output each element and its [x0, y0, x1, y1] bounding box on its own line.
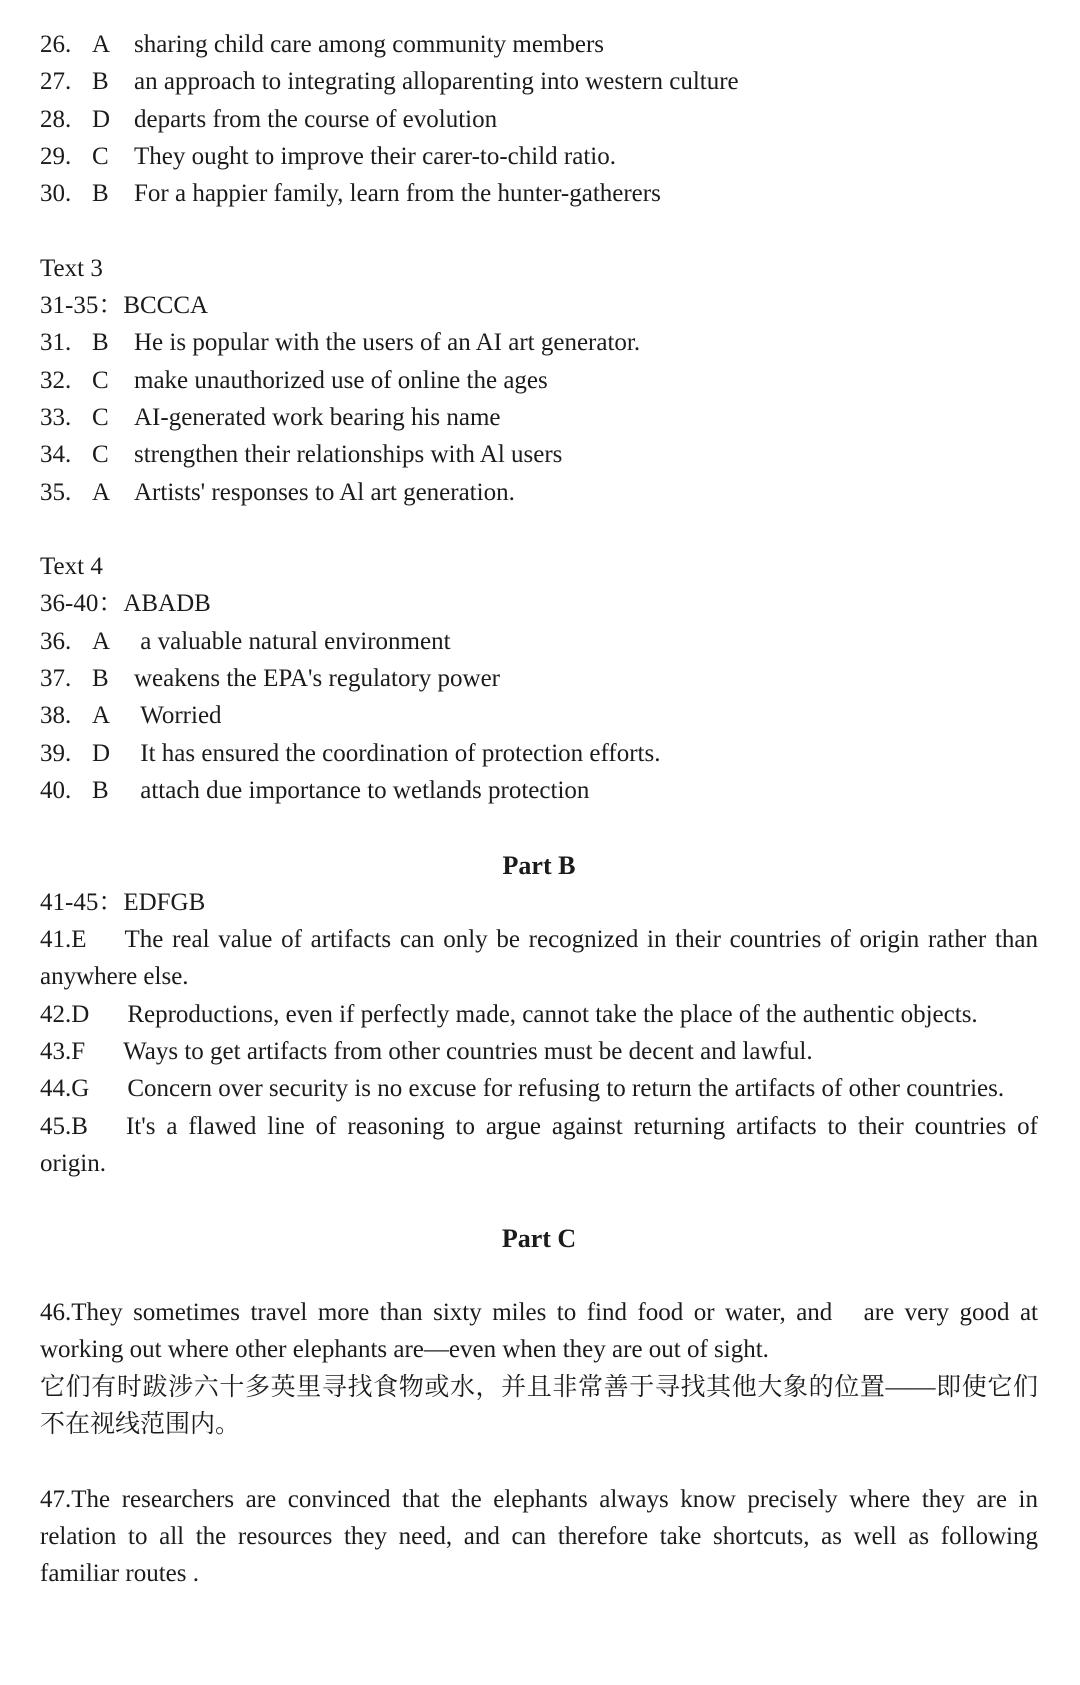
answer-number: 36. — [40, 627, 72, 655]
answer-text: They ought to improve their carer-to-child ratio. — [134, 142, 616, 170]
answer-row — [40, 26, 1038, 63]
answer-text: Ways to get artifacts from other countries must be decent and lawful. — [123, 1038, 813, 1066]
answer-text: attach due importance to wetlands protection — [134, 776, 590, 804]
answer-row — [40, 324, 1038, 361]
answer-letter: C — [92, 366, 109, 394]
answer-text: weakens the EPA's regulatory power — [134, 665, 500, 693]
answer-row — [40, 63, 1038, 100]
answer-letter: B — [92, 68, 109, 96]
answer-number: 41.E — [40, 926, 87, 954]
answer-row — [40, 735, 1038, 772]
answer-number: 39. — [40, 739, 72, 767]
answer-row — [40, 436, 1038, 473]
answer-number: 35. — [40, 478, 72, 506]
answer-text: Concern over security is no excuse for refusing to return the artifacts of other countries. — [127, 1075, 1005, 1103]
part-b-answer — [40, 996, 1038, 1033]
answer-text: make unauthorized use of online the ages — [134, 366, 548, 394]
answer-text: a valuable natural environment — [134, 627, 451, 655]
answer-letter: C — [92, 441, 109, 469]
answer-number: 43.F — [40, 1038, 86, 1066]
answer-number: 38. — [40, 702, 72, 730]
answer-number: 44.G — [40, 1075, 90, 1103]
answer-number: 27. — [40, 68, 72, 96]
answers-26-30-block — [40, 26, 1038, 212]
answer-letter: A — [92, 702, 111, 730]
answer-number: 37. — [40, 665, 72, 693]
answer-row — [40, 697, 1038, 734]
answer-number: 26. — [40, 31, 72, 58]
translation-item-46 — [40, 1294, 1038, 1443]
answer-letter: C — [92, 142, 109, 170]
answer-text: departs from the course of evolution — [134, 105, 498, 133]
answer-text: It has ensured the coordination of protection efforts. — [134, 739, 661, 767]
part-b-answer — [40, 1070, 1038, 1107]
translation-english: 47.The researchers are convinced that the elephants always know precisely where they are in relation to all the resources they need, and can therefore take shortcuts, as well as following familiar routes . — [40, 1485, 1038, 1588]
answer-text: For a happier family, learn from the hunter-gatherers — [134, 180, 661, 208]
answer-letter: A — [92, 31, 111, 58]
answer-number: 32. — [40, 366, 72, 394]
answer-number: 30. — [40, 180, 72, 208]
answer-letter: B — [92, 776, 109, 804]
answer-number: 34. — [40, 441, 72, 469]
part-b-answer — [40, 1108, 1038, 1183]
answer-row — [40, 138, 1038, 175]
answer-row — [40, 772, 1038, 809]
answer-row — [40, 101, 1038, 138]
answer-number: 31. — [40, 329, 72, 357]
translation-chinese: 它们有时跋涉六十多英里寻找食物或水，并且非常善于寻找其他大象的位置——即使它们不在视线范围内。 — [40, 1373, 1038, 1438]
answer-row — [40, 399, 1038, 436]
text3-heading: Text 3 — [40, 254, 103, 282]
answer-letter: B — [92, 665, 109, 693]
answer-letter: B — [92, 329, 109, 357]
answer-text: Artists' responses to Al art generation. — [134, 478, 515, 506]
answer-letter: A — [92, 627, 111, 655]
answer-row — [40, 175, 1038, 212]
text4-section — [40, 548, 1038, 809]
answer-text: AI-generated work bearing his name — [134, 403, 501, 431]
answer-text: Worried — [134, 702, 222, 730]
translation-english: 46.They sometimes travel more than sixty miles to find food or water, and are very good at working out where other elephants are—even when they are out of sight. — [40, 1299, 1038, 1364]
answer-text: He is popular with the users of an AI art generator. — [134, 329, 641, 357]
answer-letter: C — [92, 403, 109, 431]
translation-item-47 — [40, 1481, 1038, 1593]
answer-number: 28. — [40, 105, 72, 133]
answer-number: 40. — [40, 776, 72, 804]
text3-section — [40, 250, 1038, 511]
part-c-section — [40, 1220, 1038, 1593]
answer-number: 42.D — [40, 1000, 90, 1028]
answer-letter: A — [92, 478, 111, 506]
answer-row — [40, 474, 1038, 511]
answer-row — [40, 623, 1038, 660]
answer-text: an approach to integrating alloparenting into western culture — [134, 68, 739, 96]
answer-row — [40, 362, 1038, 399]
answer-letter: B — [92, 180, 109, 208]
part-b-section — [40, 847, 1038, 1183]
text4-heading: Text 4 — [40, 553, 103, 581]
part-b-answer — [40, 1033, 1038, 1070]
text4-range-summary: 36-40：ABADB — [40, 590, 211, 618]
answer-number: 45.B — [40, 1112, 88, 1140]
answer-letter: D — [92, 739, 111, 767]
answer-text: strengthen their relationships with Al users — [134, 441, 563, 469]
part-c-heading: Part C — [501, 1223, 577, 1253]
answer-text: Reproductions, even if perfectly made, cannot take the place of the authentic objects. — [127, 1000, 978, 1028]
text3-range-summary: 31-35：BCCCA — [40, 292, 209, 320]
answer-number: 33. — [40, 403, 72, 431]
answer-row — [40, 660, 1038, 697]
part-b-answer — [40, 921, 1038, 996]
answer-number: 29. — [40, 142, 72, 170]
part-b-heading: Part B — [502, 850, 576, 880]
answer-letter: D — [92, 105, 111, 133]
answer-text: sharing child care among community members — [134, 31, 605, 58]
answer-text: It's a flawed line of reasoning to argue against returning artifacts to their countries of origin. — [40, 1112, 1038, 1177]
part-b-range-summary: 41-45：EDFGB — [40, 888, 206, 916]
answer-text: The real value of artifacts can only be recognized in their countries of origin rather than anywhere else. — [40, 926, 1038, 991]
